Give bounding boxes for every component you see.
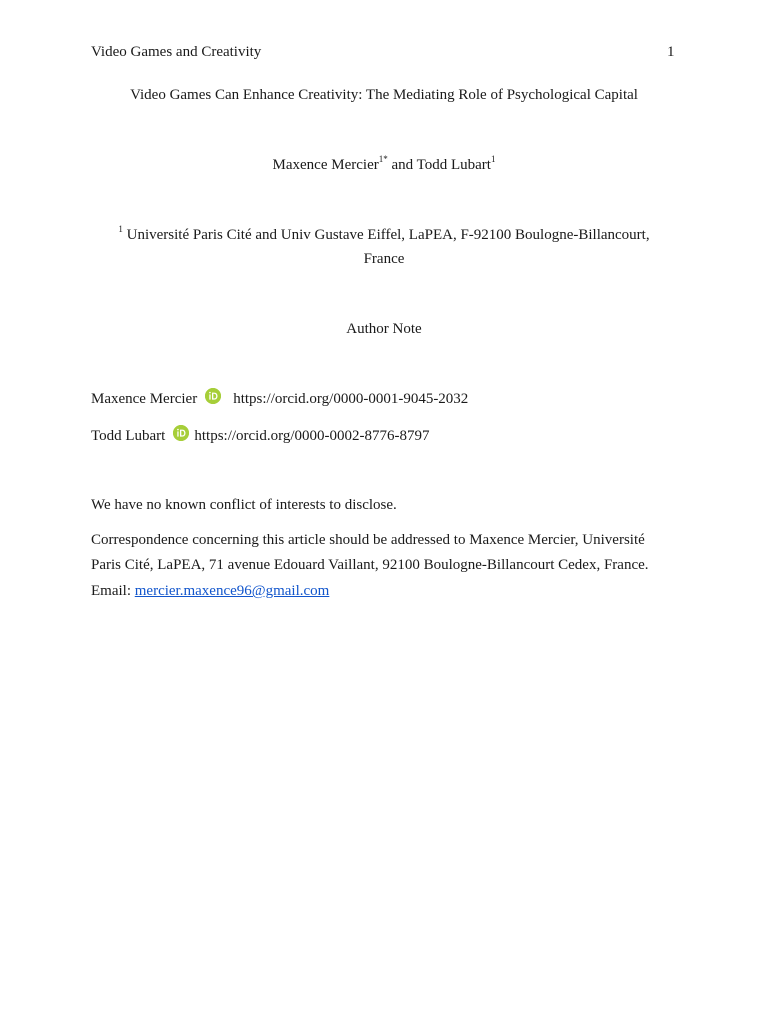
author-2-name: Todd Lubart bbox=[416, 157, 491, 173]
affiliation-line-2: France bbox=[363, 251, 405, 267]
correspondence-email-line bbox=[91, 581, 681, 601]
affiliation-line-1 bbox=[91, 225, 677, 245]
orcid-row-lubart bbox=[91, 426, 429, 446]
author-1-affiliation-mark: 1* bbox=[378, 154, 388, 164]
author-2-affiliation-mark: 1 bbox=[490, 154, 496, 164]
paper-title: Video Games Can Enhance Creativity: The Mediating Role of Psychological Capital bbox=[130, 87, 638, 103]
affiliation-text-1: Université Paris Cité and Univ Gustave Eiffel, LaPEA, F-92100 Boulogne-Billancourt, bbox=[126, 227, 650, 243]
affiliation-mark: 1 bbox=[118, 224, 123, 234]
email-label: Email: bbox=[91, 583, 135, 599]
orcid-row-mercier bbox=[91, 389, 468, 409]
orcid-icon[interactable] bbox=[173, 425, 189, 441]
conflict-statement: We have no known conflict of interests to disclose. bbox=[91, 497, 397, 513]
author-1-name: Maxence Mercier bbox=[272, 157, 379, 173]
author-line bbox=[91, 155, 677, 175]
email-link[interactable]: mercier.maxence96@gmail.com bbox=[134, 583, 330, 599]
orcid-icon[interactable] bbox=[205, 388, 221, 404]
orcid-url[interactable]: https://orcid.org/0000-0001-9045-2032 bbox=[233, 391, 469, 407]
correspondence-line-1: Correspondence concerning this article should be addressed to Maxence Mercier, Université bbox=[91, 532, 645, 548]
correspondence-line-2: Paris Cité, LaPEA, 71 avenue Edouard Vaillant, 92100 Boulogne-Billancourt Cedex, France. bbox=[91, 557, 649, 573]
page-number: 1 bbox=[667, 44, 675, 60]
running-head: Video Games and Creativity bbox=[91, 44, 262, 60]
orcid-url[interactable]: https://orcid.org/0000-0002-8776-8797 bbox=[194, 428, 430, 444]
orcid-author-name: Todd Lubart bbox=[91, 428, 166, 444]
author-conjunction: and bbox=[387, 157, 417, 173]
author-note-heading: Author Note bbox=[346, 321, 422, 337]
orcid-author-name: Maxence Mercier bbox=[91, 391, 198, 407]
